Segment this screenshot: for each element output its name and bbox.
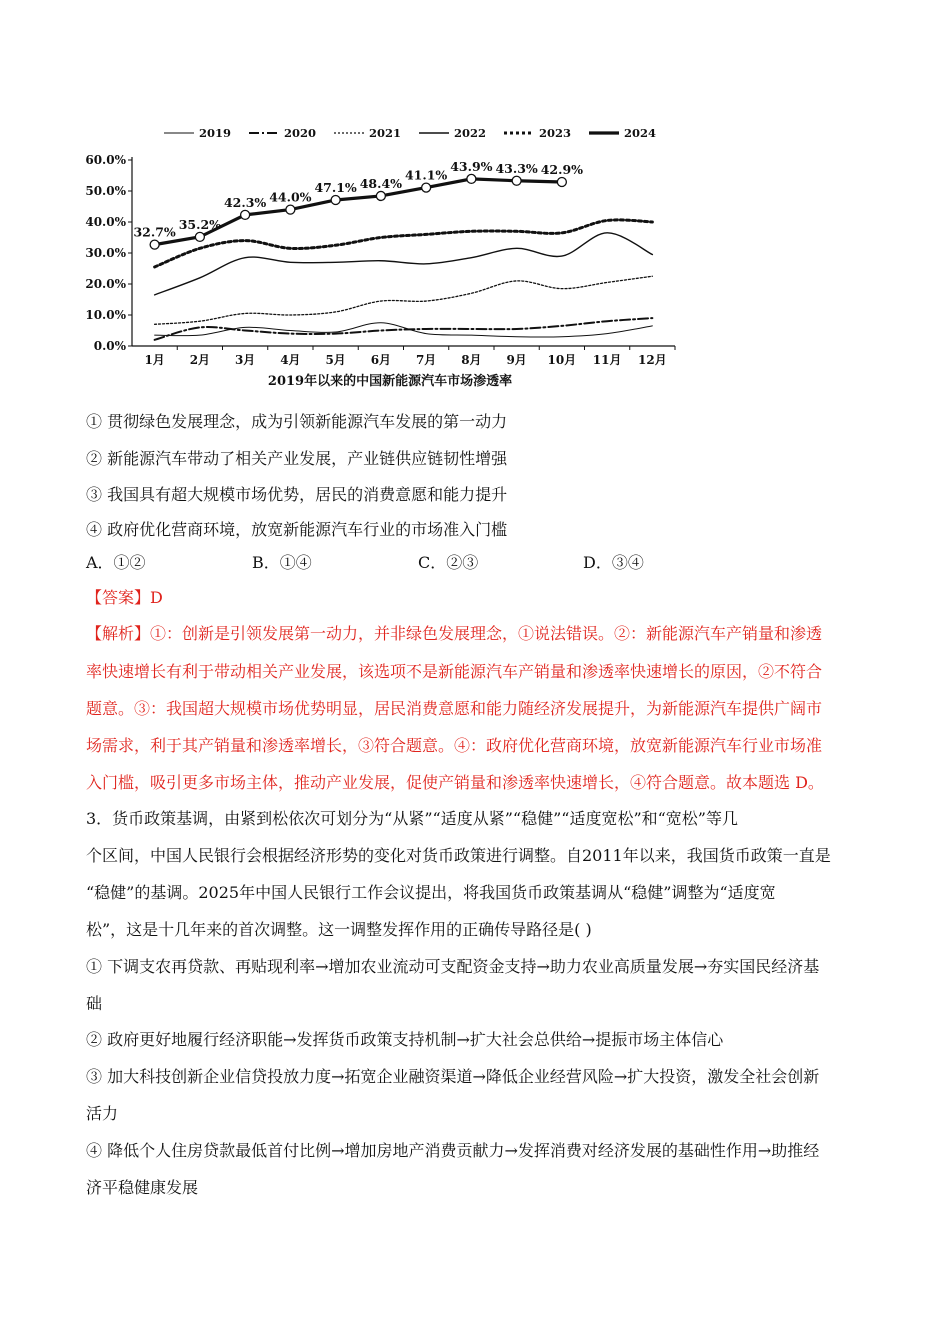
data-label: 42.9% (540, 162, 584, 178)
analysis-text: ①：创新是引领发展第一动力，并非绿色发展理念，①说法错误。②：新能源汽车产销量和渗透 (150, 624, 823, 643)
q2-item-4: ④ 政府优化营商环境，放宽新能源汽车行业的市场准入门槛 (86, 520, 508, 539)
q3-item-4-cont: 济平稳健康发展 (86, 1178, 199, 1197)
x-tick-label: 2月 (189, 353, 211, 367)
chart-title: 2019年以来的中国新能源汽车市场渗透率 (267, 374, 513, 389)
data-point (331, 195, 340, 204)
q3-item-3: ③ 加大科技创新企业信贷投放力度→拓宽企业融资渠道→降低企业经营风险→扩大投资，激发全社会创新 (86, 1067, 820, 1086)
y-tick-label: 10.0% (85, 308, 126, 322)
data-label: 32.7% (133, 224, 176, 240)
data-label: 35.2% (178, 216, 222, 232)
q2-option-d: D．③④ (583, 553, 644, 572)
y-tick-label: 60.0% (85, 153, 126, 167)
legend-label-2020: 2020 (284, 126, 317, 140)
data-point (286, 205, 295, 214)
x-axis (132, 346, 675, 367)
data-point (422, 183, 431, 192)
series-line-2024 (155, 179, 562, 245)
legend-label-2019: 2019 (199, 126, 232, 140)
data-point (150, 240, 159, 249)
penetration-rate-chart (80, 115, 680, 400)
y-tick-label: 20.0% (85, 277, 126, 291)
x-tick-label: 5月 (325, 353, 346, 367)
y-axis (85, 153, 132, 353)
data-point (241, 210, 250, 219)
answer-value: D (150, 588, 163, 607)
chart-legend (164, 126, 656, 140)
analysis-label: 【解析】 (86, 624, 151, 643)
q2-analysis-line-4: 场需求，利于其产销量和渗透率增长，③符合题意。④：政府优化营商环境，放宽新能源汽车行业市场准 (86, 736, 823, 755)
data-label: 43.9% (450, 158, 493, 174)
data-point (512, 176, 521, 185)
data-point (467, 174, 476, 183)
q2-analysis-line-2: 率快速增长有利于带动相关产业发展，该选项不是新能源汽车产销量和渗透率快速增长的原因，②不符合 (86, 662, 823, 681)
x-tick-label: 8月 (461, 353, 482, 367)
data-point (376, 191, 385, 200)
q3-stem-line-4: 松”，这是十几年来的首次调整。这一调整发挥作用的正确传导路径是( ) (86, 920, 592, 939)
y-tick-label: 30.0% (85, 246, 126, 260)
q3-item-3-cont: 活力 (86, 1104, 119, 1123)
q3-item-2: ② 政府更好地履行经济职能→发挥货币政策支持机制→扩大社会总供给→提振市场主体信心 (86, 1030, 724, 1049)
legend-label-2024: 2024 (624, 126, 657, 140)
x-tick-label: 11月 (592, 353, 622, 367)
q3-item-1-cont: 础 (86, 994, 103, 1013)
data-point (195, 232, 204, 241)
q2-analysis-line-5: 入门槛，吸引更多市场主体，推动产业发展，促使产销量和渗透率快速增长，④符合题意。故本题选 D。 (86, 773, 824, 792)
data-label: 48.4% (359, 175, 403, 191)
x-tick-label: 7月 (415, 353, 437, 367)
q2-item-1: ① 贯彻绿色发展理念，成为引领新能源汽车发展的第一动力 (86, 412, 508, 431)
q3-stem-line-1: 3．货币政策基调，由紧到松依次可划分为“从紧”“适度从紧”“稳健”“适度宽松”和“宽松”等几 (86, 809, 738, 828)
data-label: 42.3% (223, 194, 267, 210)
x-tick-label: 10月 (547, 353, 577, 367)
legend-label-2022: 2022 (454, 126, 487, 140)
q2-option-c: C．②③ (418, 553, 479, 572)
q2-item-2: ② 新能源汽车带动了相关产业发展，产业链供应链韧性增强 (86, 449, 508, 468)
data-label: 43.3% (495, 160, 538, 176)
y-tick-label: 40.0% (85, 215, 126, 229)
x-tick-label: 4月 (280, 353, 301, 367)
series-line-2023 (155, 220, 653, 267)
y-tick-label: 50.0% (85, 184, 126, 198)
series-line-2019 (155, 323, 653, 337)
q2-analysis-line-3: 题意。③：我国超大规模市场优势明显，居民消费意愿和能力随经济发展提升，为新能源汽车提供广阔市 (86, 699, 823, 718)
series-line-2021 (155, 276, 653, 324)
x-tick-label: 9月 (506, 353, 527, 367)
q3-stem-line-2: 个区间，中国人民银行会根据经济形势的变化对货币政策进行调整。自2011年以来，我国货币政策一直是 (86, 846, 831, 865)
data-label: 44.0% (269, 189, 312, 205)
q3-item-1: ① 下调支农再贷款、再贴现利率→增加农业流动可支配资金支持→助力农业高质量发展→夯实国民经济基 (86, 957, 820, 976)
q2-option-b: B．①④ (252, 553, 312, 572)
data-point (557, 178, 566, 187)
plot-area (133, 159, 652, 340)
q3-stem-line-3: “稳健”的基调。2025年中国人民银行工作会议提出，将我国货币政策基调从“稳健”调整为“适度宽 (86, 883, 776, 902)
data-label: 47.1% (314, 179, 357, 195)
data-label: 41.1% (404, 167, 448, 183)
q2-analysis-line-1 (86, 623, 876, 645)
legend-label-2023: 2023 (539, 126, 572, 140)
q3-item-4: ④ 降低个人住房贷款最低首付比例→增加房地产消费贡献力→发挥消费对经济发展的基础性作用→助推经 (86, 1141, 820, 1160)
x-tick-label: 6月 (370, 353, 392, 367)
legend-label-2021: 2021 (369, 126, 402, 140)
x-tick-label: 1月 (144, 353, 165, 367)
y-tick-label: 0.0% (93, 339, 126, 353)
q2-answer (86, 587, 876, 609)
series-line-2020 (155, 318, 653, 340)
q2-option-a: A．①② (86, 553, 146, 572)
x-tick-label: 3月 (234, 353, 256, 367)
answer-label: 【答案】 (86, 588, 151, 607)
q2-item-3: ③ 我国具有超大规模市场优势，居民的消费意愿和能力提升 (86, 485, 508, 504)
x-tick-label: 12月 (638, 353, 667, 367)
